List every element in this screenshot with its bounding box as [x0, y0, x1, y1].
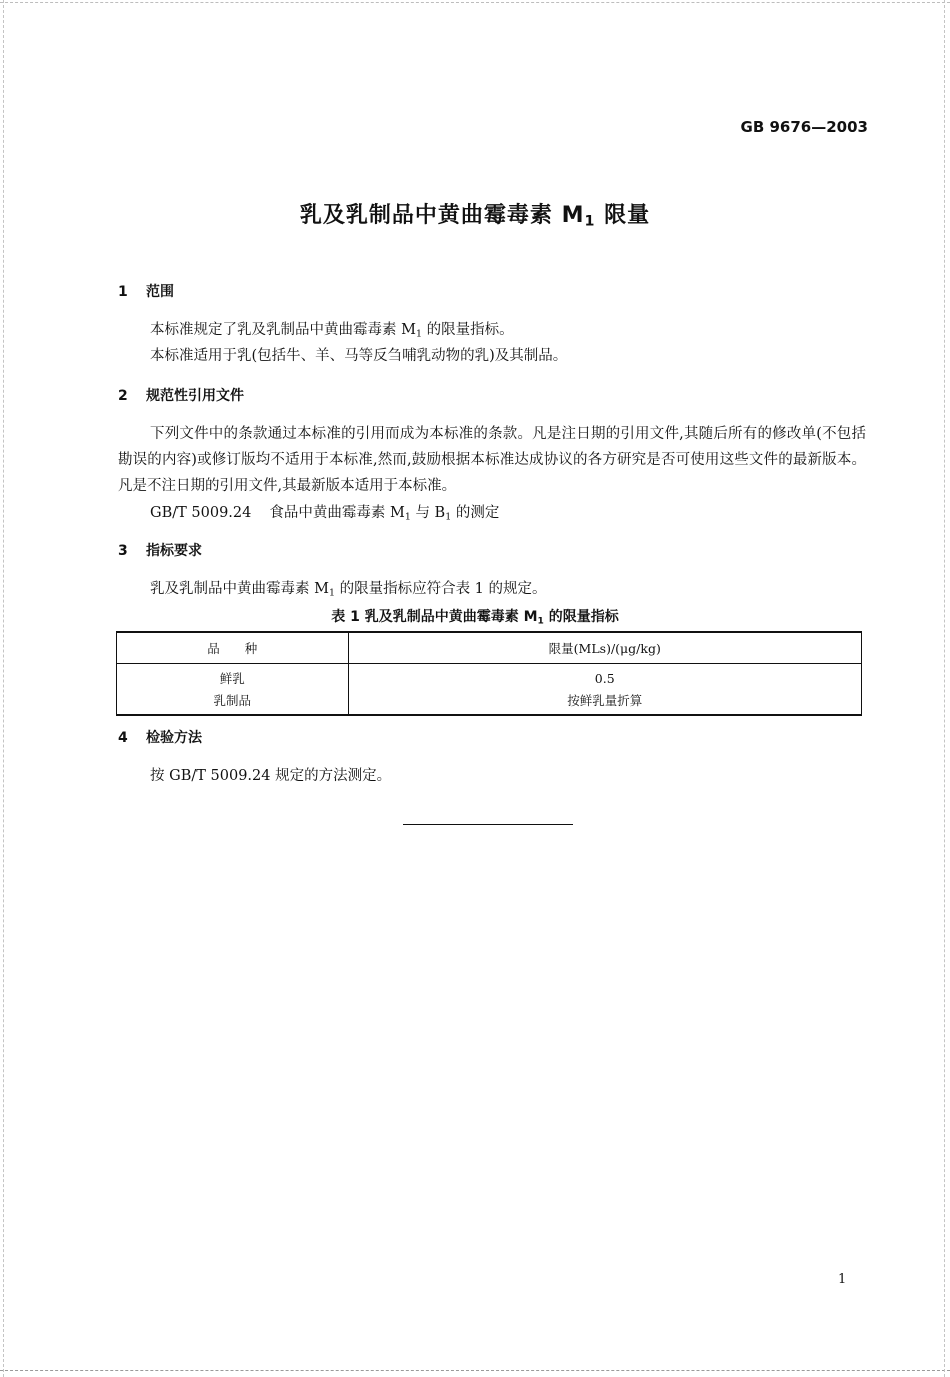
- section-title: 范围: [146, 284, 174, 300]
- table-cell-variety: 乳制品: [117, 689, 349, 715]
- section-number: 3: [118, 543, 128, 559]
- table-caption-text-b: 的限量指标: [543, 609, 619, 625]
- section-title: 指标要求: [146, 543, 202, 559]
- section-heading-requirements: [118, 540, 202, 560]
- requirements-paragraph: [150, 577, 547, 598]
- scope-paragraph-2: 本标准适用于乳(包括牛、羊、马等反刍哺乳动物的乳)及其制品。: [150, 348, 568, 364]
- section-title: 检验方法: [146, 730, 202, 746]
- table-row: [117, 664, 862, 690]
- scope-text-b: 的限量指标。: [421, 322, 514, 338]
- scope-subscript: 1: [415, 328, 422, 340]
- section-title: 规范性引用文件: [146, 388, 244, 404]
- requirements-text-a: 乳及乳制品中黄曲霉毒素 M: [150, 581, 329, 597]
- section-heading-scope: [118, 281, 174, 301]
- scope-paragraph-1: [150, 318, 514, 339]
- table-caption-subscript: 1: [537, 616, 544, 627]
- table-header-row: [117, 632, 862, 664]
- section-number: 2: [118, 388, 128, 404]
- standard-code: GB 9676—2003: [740, 118, 868, 136]
- page-number: 1: [838, 1272, 847, 1287]
- references-paragraph: 下列文件中的条款通过本标准的引用而成为本标准的条款。凡是注日期的引用文件,其随后所有的修改单(不包括勘误的内容)或修订版均不适用于本标准,然而,鼓励根据本标准达成协议的各方研究是否可使用这些文件的最新版本。凡是不注日期的引用文件,其最新版本适用于本标准。: [118, 426, 866, 494]
- reference-text-a: 食品中黄曲霉毒素 M: [269, 505, 405, 521]
- requirements-subscript: 1: [328, 587, 335, 599]
- title-suffix: 限量: [595, 203, 651, 228]
- title-subscript: 1: [584, 213, 596, 230]
- scan-edge-bottom: [0, 1370, 950, 1371]
- requirements-text-b: 的限量指标应符合表 1 的规定。: [334, 581, 547, 597]
- header-variety: 品 种: [117, 632, 349, 664]
- table-cell-limit: 0.5: [348, 664, 862, 690]
- document-title: [0, 198, 950, 230]
- title-main: 乳及乳制品中黄曲霉毒素 M: [299, 203, 585, 228]
- table-row: [117, 689, 862, 715]
- reference-code: GB/T 5009.24: [150, 505, 252, 521]
- reference-item: [150, 501, 499, 522]
- section-heading-method: [118, 727, 202, 747]
- reference-subscript-2: 1: [445, 511, 452, 523]
- section-heading-references: [118, 385, 244, 405]
- section-number: 4: [118, 730, 128, 746]
- method-paragraph: 按 GB/T 5009.24 规定的方法测定。: [150, 768, 392, 784]
- scan-edge-top: [0, 2, 950, 3]
- section-number: 1: [118, 284, 128, 300]
- reference-subscript-1: 1: [404, 511, 411, 523]
- reference-text-b: 与 B: [410, 505, 446, 521]
- table-cell-limit: 按鲜乳量折算: [348, 689, 862, 715]
- limit-table: [116, 631, 862, 716]
- table-cell-variety: 鲜乳: [117, 664, 349, 690]
- reference-text-c: 的测定: [451, 505, 500, 521]
- header-limit: 限量(MLs)/(μg/kg): [348, 632, 862, 664]
- table-caption: [0, 606, 950, 626]
- end-rule: [403, 824, 573, 825]
- scope-text-a: 本标准规定了乳及乳制品中黄曲霉毒素 M: [150, 322, 416, 338]
- table-caption-text-a: 表 1 乳及乳制品中黄曲霉毒素 M: [331, 609, 538, 625]
